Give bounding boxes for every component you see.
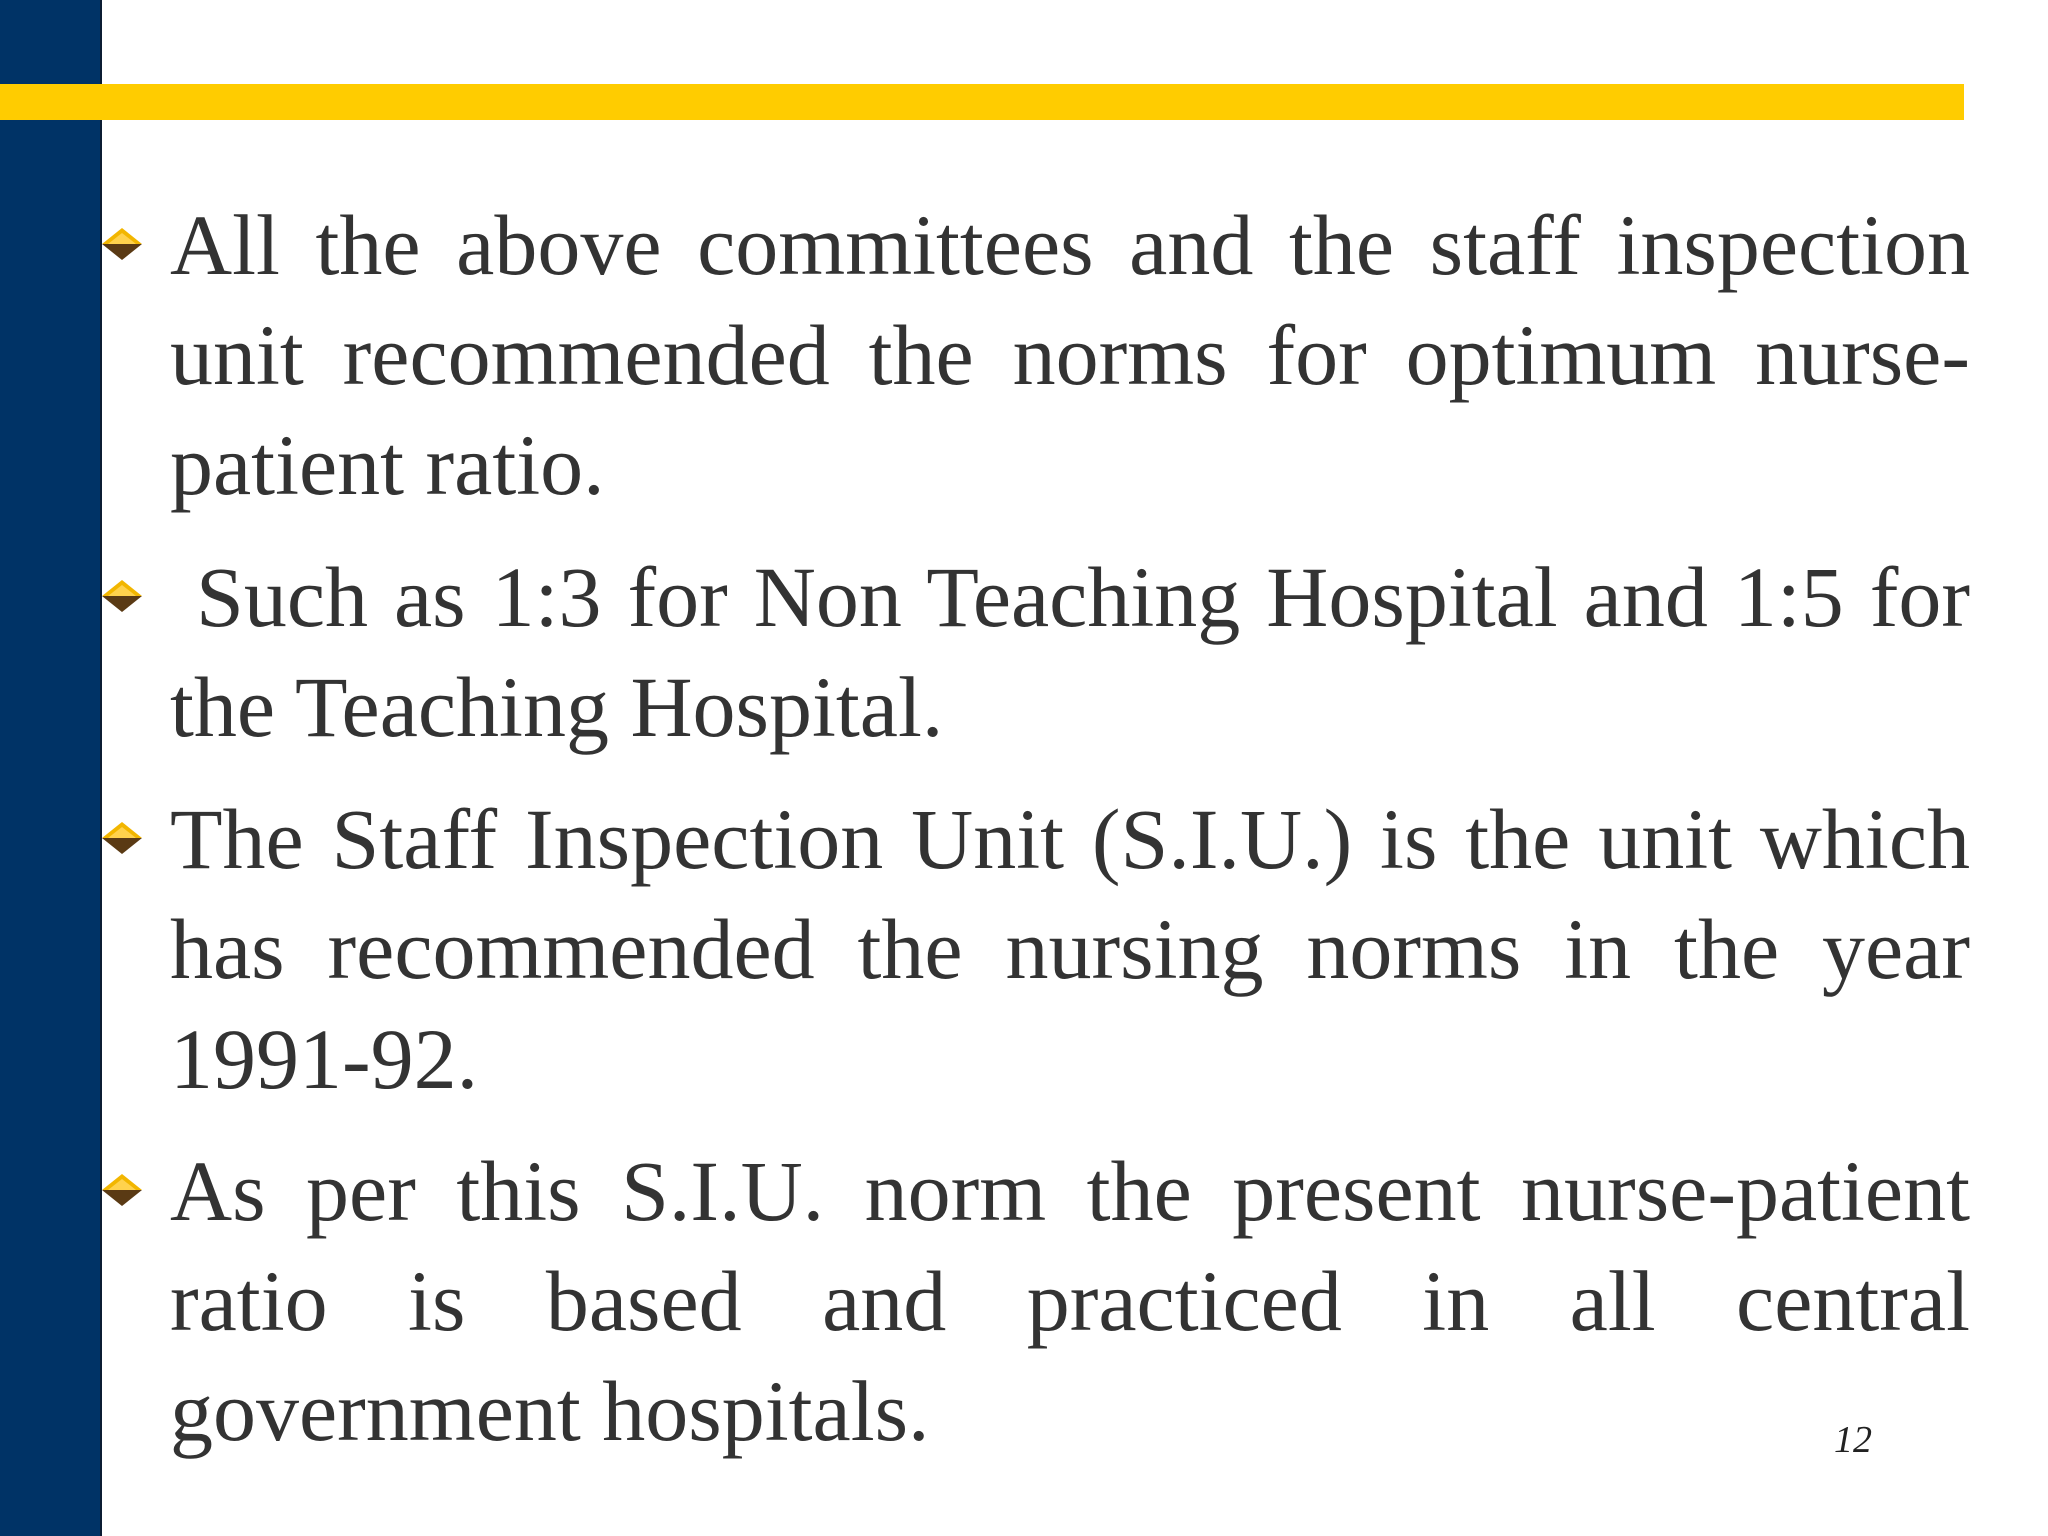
bullet-item bbox=[170, 784, 1970, 1114]
diamond-arrow-bullet-icon bbox=[98, 224, 146, 264]
bullet-list bbox=[170, 190, 1970, 1488]
bullet-text: As per this S.I.U. norm the present nurse-patient ratio is based and practiced in all central government hospitals. bbox=[170, 1143, 1970, 1459]
bullet-item bbox=[170, 1136, 1970, 1466]
diamond-arrow-bullet-icon bbox=[98, 1170, 146, 1210]
bullet-text: All the above committees and the staff inspection unit recommended the norms for optimum nurse-patient ratio. bbox=[170, 197, 1970, 513]
bullet-text: The Staff Inspection Unit (S.I.U.) is the unit which has recommended the nursing norms in the year 1991-92. bbox=[170, 791, 1970, 1107]
diamond-arrow-bullet-icon bbox=[98, 818, 146, 858]
page-number: 12 bbox=[1834, 1419, 1872, 1461]
left-accent-bar bbox=[0, 0, 102, 1536]
bullet-item bbox=[170, 190, 1970, 520]
bullet-text: Such as 1:3 for Non Teaching Hospital and 1:5 for the Teaching Hospital. bbox=[170, 549, 1970, 755]
bullet-item bbox=[170, 542, 1970, 762]
top-accent-rule bbox=[0, 84, 1964, 120]
diamond-arrow-bullet-icon bbox=[98, 576, 146, 616]
